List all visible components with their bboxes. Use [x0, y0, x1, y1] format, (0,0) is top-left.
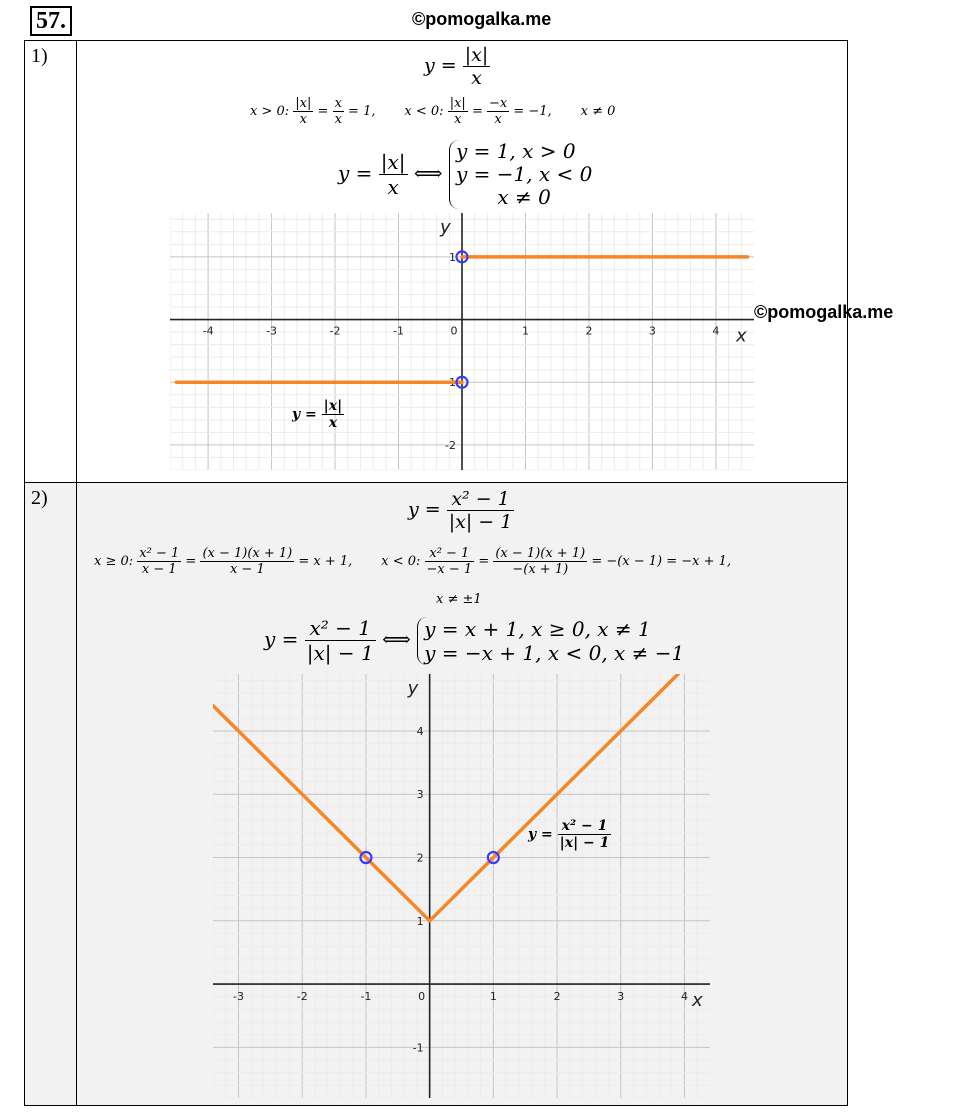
part1-xtick-label: 0 — [450, 324, 458, 338]
part1-xtick-label: -3 — [266, 324, 278, 338]
part1-ytick-label: 1 — [449, 250, 456, 264]
part2-xtick-label: 2 — [553, 990, 561, 1004]
part2-label: 2) — [25, 483, 77, 1106]
part2-xtick-label: 0 — [418, 990, 426, 1004]
part1-derivation: x > 0: $\frac{|x|}{x}$ = $\frac{x}{x}$ = 1, x < 0: $\frac{|x|}{x}$ = $\frac{-x}{x}$ = −1, x ≠ 0 — [250, 96, 616, 127]
part1-xtick-label: 4 — [712, 324, 720, 338]
watermark-top: ©pomogalka.me — [412, 9, 552, 29]
part1-label: 1) — [25, 41, 77, 483]
watermark-side: ©pomogalka.me — [754, 302, 894, 322]
part1-y-axis-name: y — [440, 217, 451, 238]
part1-xtick-label: -2 — [329, 324, 341, 338]
problem-number: 57. — [30, 6, 72, 36]
part1-xtick-label: 1 — [521, 324, 529, 338]
part1-system-brace: y = 1, x > 0 y = −1, x < 0 x ≠ 0 — [449, 140, 592, 209]
part2-xtick-label: 4 — [681, 990, 689, 1004]
part1-x-axis-name: x — [736, 325, 747, 347]
part2-series-line-2 — [430, 674, 678, 921]
part2-xtick-label: -1 — [360, 990, 372, 1004]
part1-xtick-label: 2 — [585, 324, 593, 338]
part2-xtick-label: 1 — [489, 990, 497, 1004]
part2-domain: x ≠ ±1 — [436, 592, 482, 607]
part1-ytick-label: -1 — [445, 376, 456, 390]
part1-formula: y = $\frac{|x|}{x}$ — [424, 44, 489, 89]
part2-x-axis-name: x — [692, 990, 703, 1012]
part2-xtick-label: -2 — [296, 990, 308, 1004]
part1-xtick-label: -4 — [202, 324, 214, 338]
part1-xtick-label: -1 — [393, 324, 405, 338]
part2-graph — [213, 674, 710, 1098]
part2-system: y = $\frac{\text{x² − 1}}{|x| - 1}$ ⟺ y = x + 1, x ≥ 0, x ≠ 1 y = −x + 1, x < 0, x ≠ −1 — [264, 616, 685, 665]
part2-xtick-label: -3 — [233, 990, 244, 1004]
part2-ytick-label: 2 — [416, 851, 424, 865]
part2-xtick-label: 3 — [617, 990, 625, 1004]
part2-system-brace: y = x + 1, x ≥ 0, x ≠ 1 y = −x + 1, x < 0, x ≠ −1 — [417, 617, 684, 665]
part1-system: y = $\frac{|x|}{x}$ ⟺ y = 1, x > 0 y = −1, x < 0 x ≠ 0 — [338, 139, 593, 209]
part2-graph-label: y = $\frac{\text{x² − 1}}{|x| - 1}$ — [528, 818, 610, 851]
part2-derivation: x ≥ 0: $\frac{\text{x² − 1}}{x - 1}$ = $\frac{(x - 1)(x + 1)}{x - 1}$ = x + 1, x < 0: $\frac{\text{x² − 1}}{-x - 1}$ = $\frac{(x - 1)(x + 1)}{-(x + 1)}$ = −(x − 1) = −x + 1, — [94, 546, 732, 577]
part1-graph-label: y = $\frac{|x|}{x}$ — [292, 398, 343, 431]
part2-y-axis-name: y — [407, 678, 419, 699]
part1-graph — [170, 213, 754, 470]
part1-ytick-label: -2 — [445, 438, 456, 452]
part2-formula: y = $\frac{\text{x² − 1}}{|x| - 1}$ — [408, 488, 513, 533]
part1-xtick-label: 3 — [648, 324, 656, 338]
part2-ytick-label: 1 — [416, 914, 424, 928]
part2-ytick-label: 4 — [416, 724, 424, 738]
part2-series-line-1 — [213, 706, 430, 921]
part2-ytick-label: 3 — [416, 788, 424, 802]
part2-ytick-label: -1 — [412, 1041, 424, 1055]
